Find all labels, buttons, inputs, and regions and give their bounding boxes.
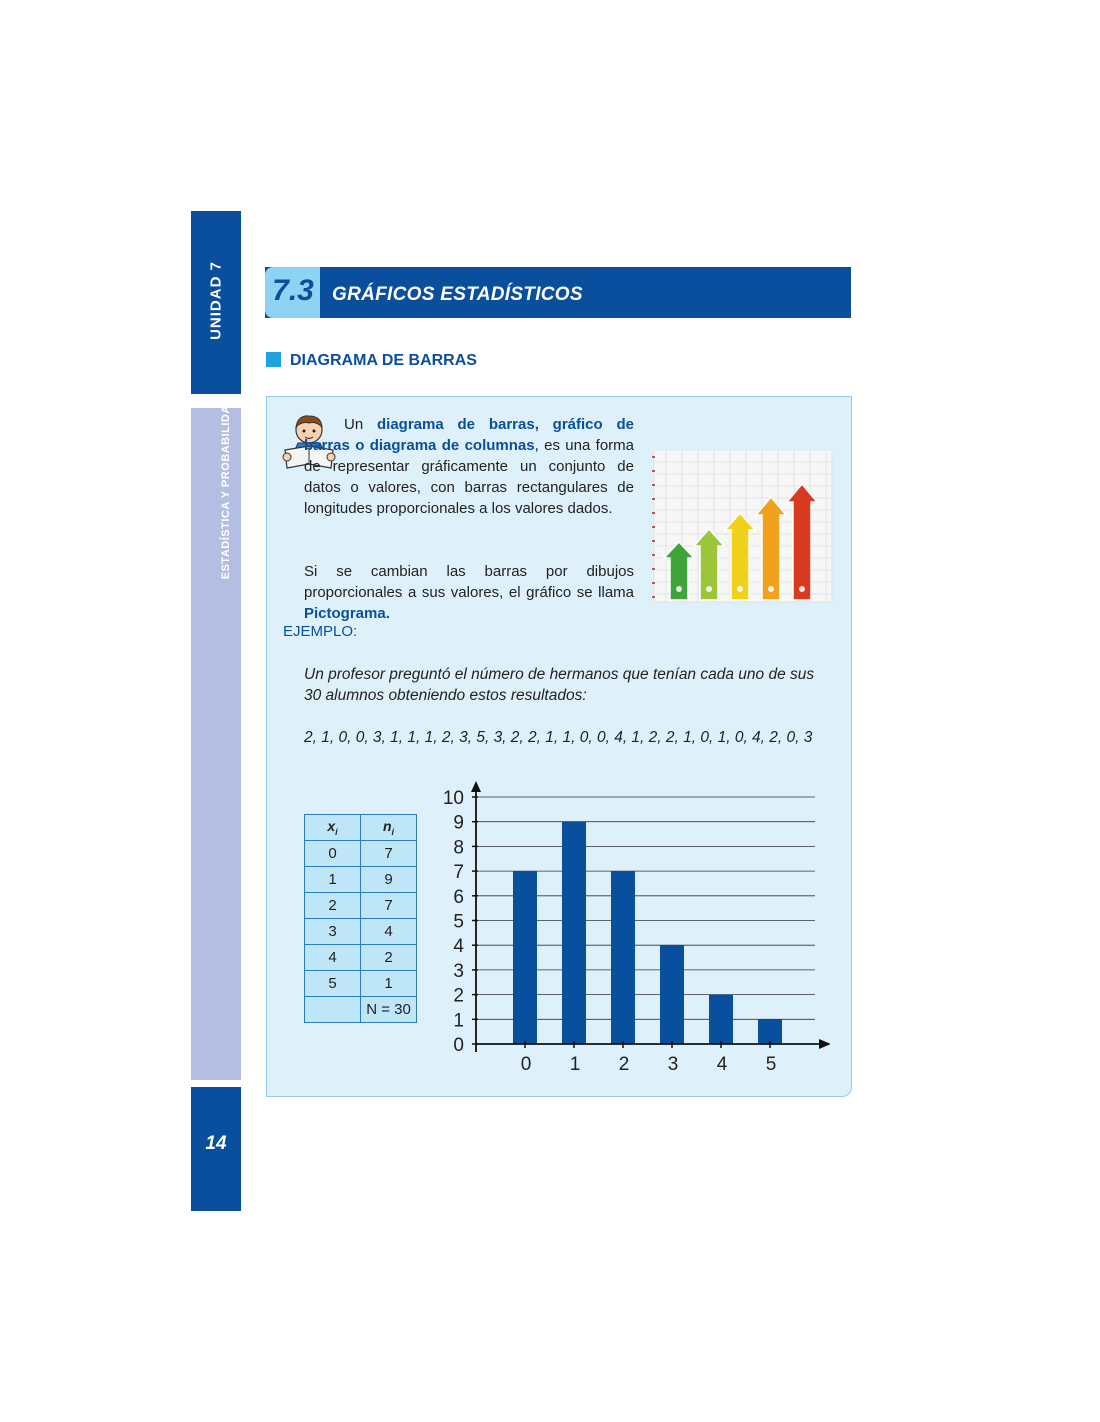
x-tick-label: 5 (765, 1054, 777, 1075)
cell-x: 0 (305, 841, 361, 867)
topic-label: ESTADÍSTICA Y PROBABILIDAD (220, 396, 232, 580)
total-cell: N = 30 (361, 997, 417, 1023)
col-x-label: x (327, 818, 336, 835)
bar (513, 871, 537, 1044)
definition-text-start: Un (344, 416, 377, 433)
cell-x: 2 (305, 893, 361, 919)
definition-text-end: , es una forma de representar gráficamente un conjunto de datos o valores, con barras rectangulares de longitudes proporcionales a los valores dados. (304, 437, 634, 517)
table-row (305, 945, 417, 971)
column-header-x (305, 815, 361, 841)
cell-n: 7 (361, 893, 417, 919)
pictogram-text-start: Si se cambian las barras por dibujos proporcionales a sus valores, el gráfico se llama (304, 563, 634, 601)
cell-n: 9 (361, 867, 417, 893)
example-statement: Un profesor preguntó el número de hermanos que tenían cada uno de sus 30 alumnos obteniendo estos resultados: (304, 666, 815, 704)
x-tick-label: 0 (520, 1054, 532, 1075)
col-x-subscript: i (335, 826, 338, 837)
y-tick-label: 1 (453, 1010, 464, 1032)
subheading: DIAGRAMA DE BARRAS (290, 352, 477, 369)
y-tick-label: 2 (453, 985, 464, 1007)
cell-x: 5 (305, 971, 361, 997)
y-tick-label: 4 (453, 936, 464, 958)
table-row (305, 893, 417, 919)
bar (562, 822, 586, 1044)
frequency-table (304, 814, 417, 1023)
y-tick-label: 10 (442, 788, 464, 809)
x-axis-arrow (819, 1039, 830, 1049)
y-tick-label: 8 (453, 837, 464, 859)
bar (660, 945, 684, 1044)
x-tick-label: 2 (618, 1054, 630, 1075)
growth-arrows-illustration (650, 450, 834, 604)
cell-n: 7 (361, 841, 417, 867)
section-number: 7.3 (272, 274, 314, 307)
cell-x: 4 (305, 945, 361, 971)
y-tick-label: 5 (453, 911, 464, 933)
bar (611, 871, 635, 1044)
example-data: 2, 1, 0, 0, 3, 1, 1, 1, 2, 3, 5, 3, 2, 2, 1, 1, 0, 0, 4, 1, 2, 2, 1, 0, 1, 0, 4, 2, 0, 3 (304, 729, 813, 746)
table-row (305, 971, 417, 997)
y-tick-label: 6 (453, 886, 464, 908)
x-tick-label: 3 (667, 1054, 679, 1075)
y-tick-label: 0 (453, 1035, 464, 1056)
subheading-marker (266, 352, 281, 367)
col-n-subscript: i (391, 826, 395, 837)
table-row (305, 867, 417, 893)
cell-x: 3 (305, 919, 361, 945)
column-header-n (361, 815, 417, 841)
y-tick-label: 7 (453, 862, 464, 884)
table-header-row (305, 815, 417, 841)
y-tick-label: 3 (453, 960, 464, 982)
table-row (305, 919, 417, 945)
cell-empty (305, 997, 361, 1023)
pictogram-term: Pictograma (304, 605, 386, 622)
cell-n: 4 (361, 919, 417, 945)
bar (709, 995, 733, 1044)
page-number: 14 (205, 1133, 227, 1154)
bar (758, 1019, 782, 1044)
pictogram-paragraph (304, 561, 634, 624)
cell-n: 1 (361, 971, 417, 997)
cell-n: 2 (361, 945, 417, 971)
y-tick-label: 9 (453, 812, 464, 834)
table-total-row (305, 997, 417, 1023)
col-n-label: n (382, 818, 392, 835)
example-label: EJEMPLO: (283, 623, 358, 640)
table-row (305, 841, 417, 867)
unit-label: UNIDAD 7 (207, 261, 225, 340)
y-axis-arrow (471, 781, 481, 792)
bar-chart (430, 775, 830, 1085)
cell-x: 1 (305, 867, 361, 893)
x-tick-label: 4 (716, 1054, 728, 1075)
pictogram-text-end: . (385, 605, 390, 622)
definition-paragraph (304, 414, 634, 519)
section-title: GRÁFICOS ESTADÍSTICOS (332, 284, 583, 305)
topic-tab (191, 408, 241, 1080)
x-tick-label: 1 (569, 1054, 581, 1075)
definition-terms: diagrama de barras, gráfico de barras o diagrama de columnas (304, 416, 635, 454)
